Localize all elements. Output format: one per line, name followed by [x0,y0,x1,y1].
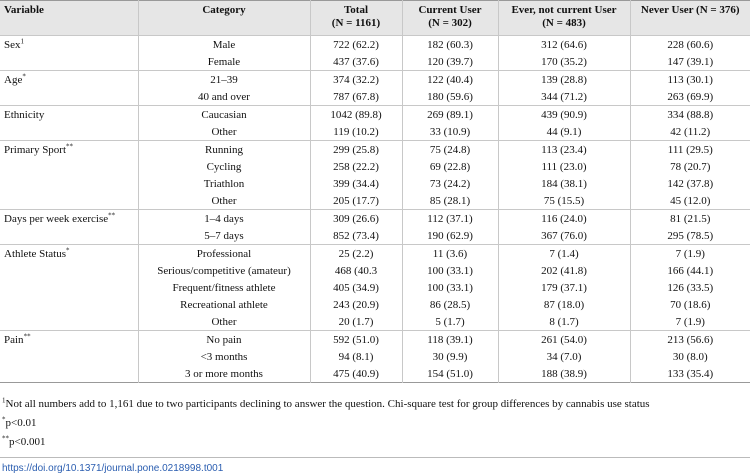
header-total [310,1,402,36]
total-cell: 20 (1.7) [310,313,402,331]
never-cell: 30 (8.0) [630,348,750,365]
category-cell: <3 months [138,348,310,365]
category-cell: Serious/competitive (amateur) [138,262,310,279]
variable-cell [0,53,138,71]
variable-label: Pain [4,333,24,346]
total-cell: 25 (2.2) [310,245,402,263]
doi-link[interactable]: https://doi.org/10.1371/journal.pone.0218998.t001 [2,463,224,474]
variable-cell [0,296,138,313]
variable-cell [0,348,138,365]
total-cell: 205 (17.7) [310,192,402,210]
header-never: Never User (N = 376) [630,1,750,36]
variable-marker: * [66,245,70,254]
variable-cell [0,158,138,175]
variable-cell [0,71,138,89]
table-header-row [0,1,750,36]
ever-cell: 179 (37.1) [498,279,630,296]
category-cell: Triathlon [138,175,310,192]
table-row [0,210,750,228]
current-cell: 120 (39.7) [402,53,498,71]
variable-marker: ** [66,141,74,150]
footnote-text: Not all numbers add to 1,161 due to two participants declining to answer the question. Chi-square test for group differences by cannabis use status [5,398,650,410]
variable-cell [0,192,138,210]
ever-cell: 87 (18.0) [498,296,630,313]
current-cell: 100 (33.1) [402,279,498,296]
never-cell: 45 (12.0) [630,192,750,210]
total-cell: 852 (73.4) [310,227,402,245]
category-cell: Other [138,313,310,331]
current-cell: 122 (40.4) [402,71,498,89]
current-cell: 86 (28.5) [402,296,498,313]
ever-cell: 202 (41.8) [498,262,630,279]
current-cell: 190 (62.9) [402,227,498,245]
current-cell: 5 (1.7) [402,313,498,331]
current-cell: 154 (51.0) [402,365,498,383]
total-cell: 468 (40.3 [310,262,402,279]
variable-cell [0,175,138,192]
current-cell: 112 (37.1) [402,210,498,228]
table-row [0,88,750,106]
ever-cell: 188 (38.9) [498,365,630,383]
category-cell: No pain [138,331,310,349]
table-row [0,53,750,71]
variable-cell [0,365,138,383]
variable-cell [0,36,138,54]
ever-cell: 139 (28.8) [498,71,630,89]
total-cell: 405 (34.9) [310,279,402,296]
total-cell: 119 (10.2) [310,123,402,141]
variable-label: Athlete Status [4,247,67,260]
never-cell: 147 (39.1) [630,53,750,71]
total-cell: 592 (51.0) [310,331,402,349]
total-cell: 94 (8.1) [310,348,402,365]
header-category: Category [138,1,310,36]
variable-cell [0,210,138,228]
total-cell: 243 (20.9) [310,296,402,313]
footnote-marker: * [2,415,6,424]
category-cell: Recreational athlete [138,296,310,313]
variable-marker: * [22,71,26,80]
current-cell: 100 (33.1) [402,262,498,279]
category-cell: 3 or more months [138,365,310,383]
table-body [0,36,750,383]
variable-cell [0,279,138,296]
table-row [0,331,750,349]
table-row [0,279,750,296]
ever-cell: 344 (71.2) [498,88,630,106]
ever-cell: 170 (35.2) [498,53,630,71]
table-row [0,296,750,313]
table-row [0,71,750,89]
total-cell: 1042 (89.8) [310,106,402,124]
total-cell: 374 (32.2) [310,71,402,89]
footnote [2,395,748,414]
category-cell: 40 and over [138,88,310,106]
total-cell: 258 (22.2) [310,158,402,175]
variable-label: Ethnicity [4,108,45,121]
total-cell: 437 (37.6) [310,53,402,71]
never-cell: 113 (30.1) [630,71,750,89]
category-cell: 21–39 [138,71,310,89]
variable-cell [0,141,138,159]
ever-cell: 34 (7.0) [498,348,630,365]
never-cell: 70 (18.6) [630,296,750,313]
never-cell: 142 (37.8) [630,175,750,192]
header-total-n: (N = 1161) [331,17,381,29]
current-cell: 11 (3.6) [402,245,498,263]
header-ever [498,1,630,36]
table-row [0,192,750,210]
category-cell: Caucasian [138,106,310,124]
current-cell: 75 (24.8) [402,141,498,159]
current-cell: 85 (28.1) [402,192,498,210]
header-ever-n: (N = 483) [542,17,586,29]
footnote [2,414,748,433]
current-cell: 118 (39.1) [402,331,498,349]
category-cell: Running [138,141,310,159]
header-total-label: Total [343,4,369,16]
table-row [0,365,750,383]
variable-cell [0,123,138,141]
never-cell: 7 (1.9) [630,245,750,263]
variable-cell [0,313,138,331]
total-cell: 722 (62.2) [310,36,402,54]
table-row [0,36,750,54]
footnotes [0,383,750,452]
table-row [0,123,750,141]
table-row [0,106,750,124]
total-cell: 787 (67.8) [310,88,402,106]
never-cell: 133 (35.4) [630,365,750,383]
ever-cell: 367 (76.0) [498,227,630,245]
current-cell: 180 (59.6) [402,88,498,106]
ever-cell: 7 (1.4) [498,245,630,263]
variable-cell [0,331,138,349]
table-row [0,227,750,245]
table-row [0,348,750,365]
never-cell: 126 (33.5) [630,279,750,296]
variable-cell [0,227,138,245]
never-cell: 111 (29.5) [630,141,750,159]
current-cell: 182 (60.3) [402,36,498,54]
never-cell: 42 (11.2) [630,123,750,141]
header-current-n: (N = 302) [428,17,472,29]
ever-cell: 312 (64.6) [498,36,630,54]
variable-cell [0,106,138,124]
never-cell: 295 (78.5) [630,227,750,245]
header-variable: Variable [0,1,138,36]
table-row [0,158,750,175]
never-cell: 7 (1.9) [630,313,750,331]
variable-cell [0,88,138,106]
current-cell: 269 (89.1) [402,106,498,124]
category-cell: Frequent/fitness athlete [138,279,310,296]
total-cell: 299 (25.8) [310,141,402,159]
total-cell: 309 (26.6) [310,210,402,228]
ever-cell: 116 (24.0) [498,210,630,228]
header-current [402,1,498,36]
category-cell: 1–4 days [138,210,310,228]
table-row [0,262,750,279]
ever-cell: 8 (1.7) [498,313,630,331]
never-cell: 334 (88.8) [630,106,750,124]
category-cell: Professional [138,245,310,263]
never-cell: 166 (44.1) [630,262,750,279]
current-cell: 69 (22.8) [402,158,498,175]
current-cell: 73 (24.2) [402,175,498,192]
footnote-text: p<0.01 [5,417,37,429]
ever-cell: 44 (9.1) [498,123,630,141]
never-cell: 78 (20.7) [630,158,750,175]
variable-label: Age [4,73,23,86]
variable-cell [0,262,138,279]
ever-cell: 184 (38.1) [498,175,630,192]
variable-label: Sex [4,38,21,51]
never-cell: 213 (56.6) [630,331,750,349]
never-cell: 228 (60.6) [630,36,750,54]
ever-cell: 439 (90.9) [498,106,630,124]
footnote-marker: 1 [2,396,6,405]
footnote [2,433,748,452]
variable-marker: ** [108,210,116,219]
footnote-text: p<0.001 [9,436,46,448]
ever-cell: 75 (15.5) [498,192,630,210]
footnote-marker: ** [2,434,9,443]
category-cell: 5–7 days [138,227,310,245]
current-cell: 30 (9.9) [402,348,498,365]
ever-cell: 261 (54.0) [498,331,630,349]
category-cell: Other [138,123,310,141]
category-cell: Other [138,192,310,210]
variable-label: Primary Sport [4,143,67,156]
category-cell: Female [138,53,310,71]
variable-marker: ** [23,331,31,340]
category-cell: Cycling [138,158,310,175]
variable-cell [0,245,138,263]
table-row [0,245,750,263]
never-cell: 81 (21.5) [630,210,750,228]
ever-cell: 113 (23.4) [498,141,630,159]
ever-cell: 111 (23.0) [498,158,630,175]
variable-marker: 1 [20,36,24,45]
header-current-label: Current User [418,4,482,16]
table-row [0,175,750,192]
current-cell: 33 (10.9) [402,123,498,141]
header-ever-label: Ever, not current User [511,4,617,16]
variable-label: Days per week exercise [4,212,109,225]
total-cell: 399 (34.4) [310,175,402,192]
total-cell: 475 (40.9) [310,365,402,383]
never-cell: 263 (69.9) [630,88,750,106]
table-row [0,141,750,159]
category-cell: Male [138,36,310,54]
table-row [0,313,750,331]
